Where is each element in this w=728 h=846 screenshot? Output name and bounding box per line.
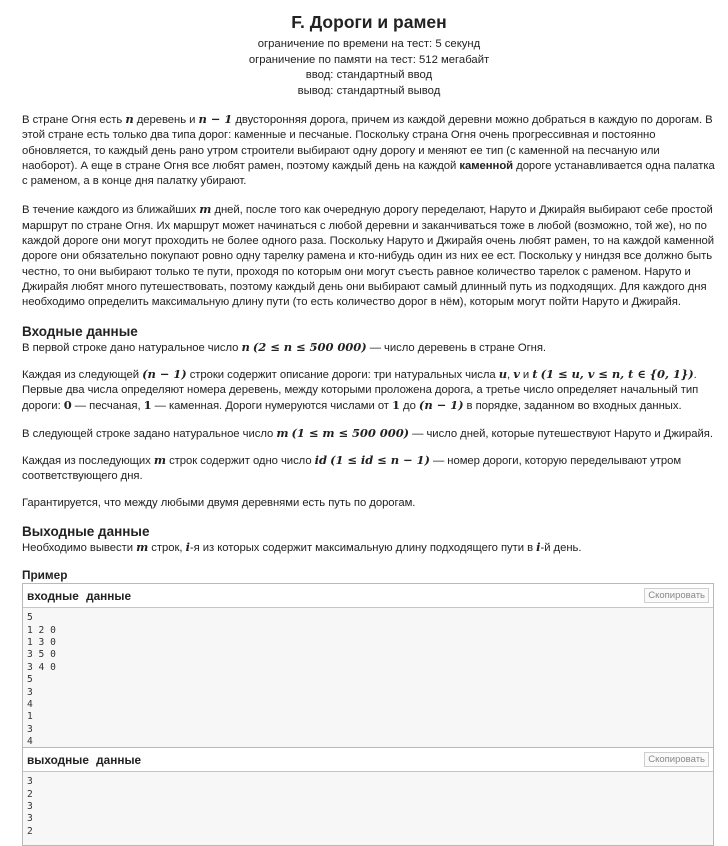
- output-source: вывод: стандартный вывод: [297, 84, 441, 97]
- sample-input-line: 3 4 0: [27, 661, 56, 673]
- text: — число дней, которые путешествуют Наруто и Джирайя.: [409, 427, 713, 440]
- text: в порядке, заданном во входных данных.: [463, 400, 682, 413]
- math: n − 1: [198, 112, 233, 126]
- math: (1 ≤ id ≤ n − 1): [330, 453, 430, 468]
- math: 1: [392, 398, 400, 413]
- text: — число деревень в стране Огня.: [366, 341, 547, 354]
- text: В следующей строке задано натуральное число: [22, 427, 277, 440]
- text: В стране Огня есть: [22, 114, 126, 126]
- sample-input-line: 5: [27, 674, 33, 686]
- sample-output-line: 3: [27, 813, 33, 825]
- math: i: [185, 539, 190, 554]
- math: n: [125, 112, 134, 126]
- math: m: [136, 539, 149, 554]
- math: v: [513, 366, 520, 381]
- text: и: [519, 368, 533, 381]
- text: строк,: [148, 541, 186, 554]
- math: (1 ≤ m ≤ 500 000): [291, 425, 410, 440]
- math: id: [314, 453, 327, 468]
- sample-input-line: 3 5 0: [27, 649, 56, 661]
- sample-input-line: 1: [27, 711, 33, 723]
- math: u: [498, 366, 508, 381]
- sample-input-line: 1 3 0: [27, 637, 56, 649]
- input-line-2: [22, 367, 716, 415]
- sample-input-header: [23, 584, 713, 608]
- math: (n − 1): [142, 366, 187, 381]
- sample-input-line: 5: [27, 612, 33, 624]
- text: дороге устанавливается одна палатка с раменом, а в конце дня палатку убирают.: [22, 159, 715, 188]
- text: -й день.: [540, 541, 582, 554]
- bold-text: каменной: [459, 159, 514, 172]
- copy-output-button[interactable]: Скопировать: [644, 752, 709, 767]
- input-line-5: Гарантируется, что между любыми двумя деревнями есть путь по дорогам.: [22, 496, 416, 509]
- sample-output-body: [23, 772, 713, 845]
- sample-output-line: 2: [27, 825, 33, 837]
- text: -я из которых содержит максимальную длину подходящего пути в: [189, 541, 537, 554]
- math: t: [532, 366, 538, 381]
- problem-title: F. Дороги и рамен: [291, 12, 447, 32]
- sample-input-line: 3: [27, 723, 33, 735]
- sample-output-line: 3: [27, 801, 33, 813]
- text: строк содержит одно число: [165, 455, 315, 468]
- example-title: Пример: [22, 568, 68, 583]
- text: В течение каждого из ближайших: [22, 204, 200, 217]
- math: m: [199, 202, 212, 217]
- text: Необходимо вывести: [22, 541, 137, 554]
- text: — каменная. Дороги нумеруются числами от: [151, 400, 393, 413]
- sample-input-line: 3: [27, 686, 33, 698]
- math: (1 ≤ u, v ≤ n, t ∈ {0, 1}): [540, 366, 694, 381]
- sample-output-line: 2: [27, 788, 33, 800]
- output-section-title: Выходные данные: [22, 523, 150, 539]
- math: (n − 1): [418, 398, 464, 413]
- input-section-title: Входные данные: [22, 323, 138, 339]
- sample-input-body: [23, 608, 713, 747]
- text: двусторонняя дорога, причем из каждой деревни можно добраться в каждую по дорогам. В этой стране есть только два типа дорог: каменные и песчаные. Поскольку страна Огня очень прогрессивная и постоянно обновляется, то каждый день рано утром строители выбирают одну дорогу и меняют ее тип (с каменной на песчаную или наоборот). А еще в стране Огня все любят рамен, поэтому каждый день на каждой: [22, 114, 713, 172]
- legend-paragraph-2: [22, 202, 716, 310]
- math: 0: [63, 398, 72, 413]
- math: n: [241, 339, 250, 354]
- text: деревень и: [133, 114, 199, 126]
- input-source: ввод: стандартный ввод: [305, 69, 433, 81]
- sample-input-line: 4: [27, 736, 33, 748]
- sample-input-line: 4: [27, 698, 33, 710]
- text: Каждая из последующих: [22, 455, 154, 468]
- sample-input-line: 1 2 0: [27, 624, 56, 636]
- text: — песчаная,: [71, 400, 144, 413]
- copy-input-button[interactable]: Скопировать: [644, 588, 709, 603]
- math: (2 ≤ n ≤ 500 000): [252, 339, 367, 354]
- sample-input-label: входные данные: [27, 588, 132, 603]
- math: m: [276, 425, 289, 440]
- legend-paragraph-1: [22, 112, 716, 189]
- sample-output-line: 3: [27, 776, 33, 788]
- input-line-3: [22, 426, 716, 442]
- sample-output-header: [23, 748, 713, 772]
- math: 1: [143, 398, 152, 413]
- math: m: [153, 453, 166, 468]
- output-line-1: [22, 540, 716, 556]
- text: строки содержит описание дороги: три натуральных числа: [186, 368, 499, 381]
- text: до: [399, 400, 419, 413]
- text: В первой строке дано натуральное число: [22, 341, 242, 354]
- text: — номер дороги, которую переделывают утром соответствующего дня.: [22, 455, 682, 483]
- text: ,: [507, 368, 514, 381]
- sample-test: [22, 583, 714, 846]
- text: дней, после того как очередную дорогу переделают, Наруто и Джирайя выбирают себе простой маршрут по стране Огня. Их маршрут может начинаться с любой деревни и заканчиваться тоже в любой (возможно, той же), но по каждой дороге они могут проходить не более одного раза. Поскольку Наруто и Джирайя очень любят рамен, то на каждой каменной дороге они обязательно покупают ровно одну тарелку рамена и кто-нибудь один из них ее ест. Поскольку у ниндзя все должно быть честно, то они выбирают только те пути, проходя по которым они могут съесть равное количество тарелок с раменом. Наруто и Джирайя любят много путешествовать, поэтому каждый день они выбирают самый длинный путь из подходящих. Для каждого дня необходимо определить максимальную длину пути (то есть количество дорог в нём), которым могут пойти Наруто и Джирайя.: [22, 204, 715, 309]
- memory-limit: ограничение по памяти на тест: 512 мегабайт: [248, 53, 490, 66]
- input-line-4: [22, 453, 716, 485]
- limits-block: [22, 37, 716, 99]
- input-line-1: [22, 340, 716, 356]
- text: . Первые два числа определяют номера деревень, между которыми проложена дорога, а третье число определяет начальный тип дороги:: [22, 368, 699, 413]
- sample-output-label: выходные данные: [27, 752, 142, 767]
- math: i: [536, 539, 541, 554]
- time-limit: ограничение по времени на тест: 5 секунд: [257, 38, 481, 50]
- text: Каждая из следующей: [22, 368, 143, 381]
